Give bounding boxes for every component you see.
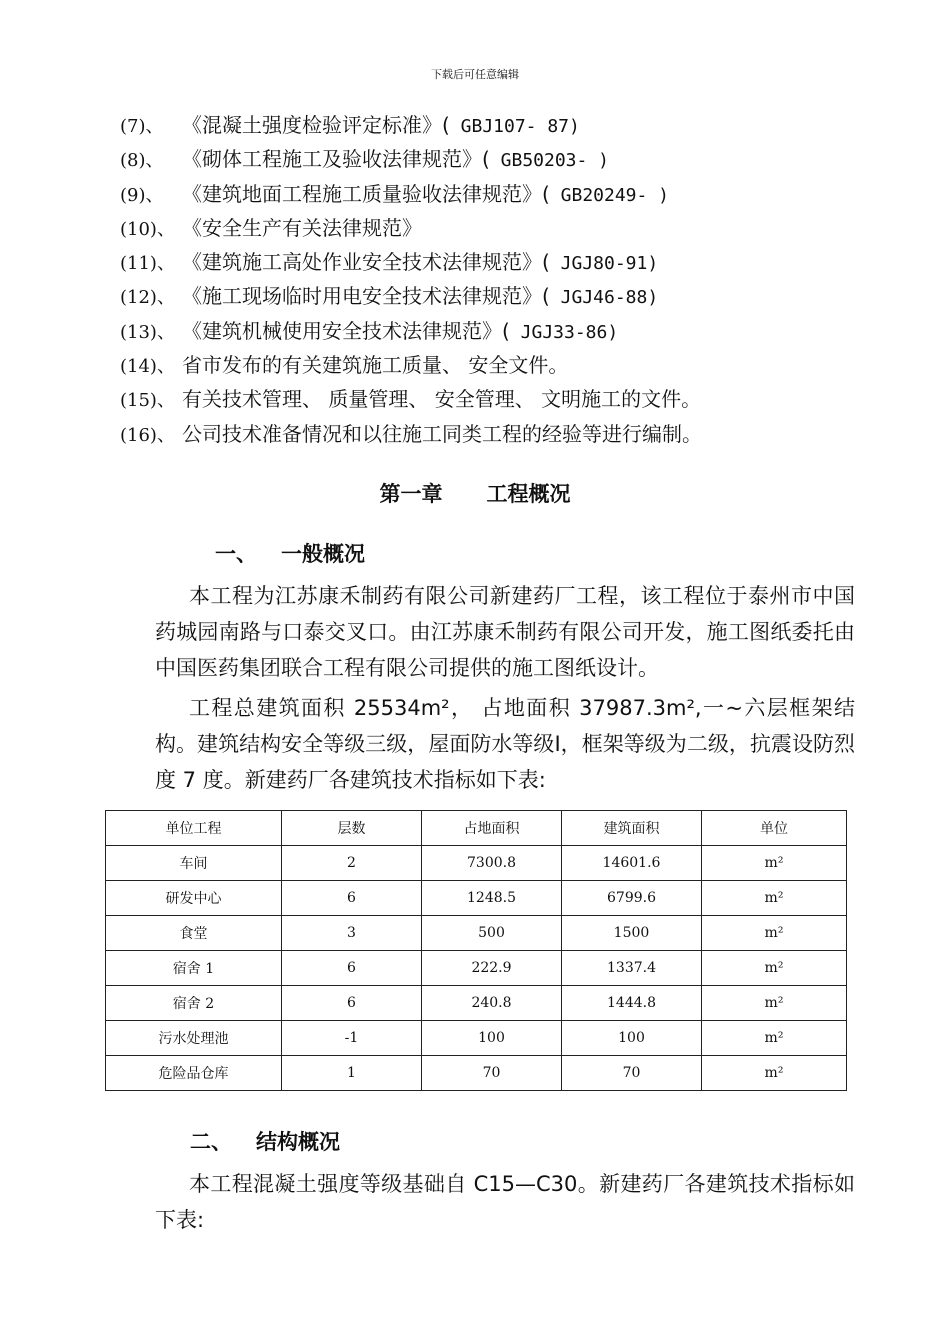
reference-title: 《混凝土强度检验评定标准》( <box>182 113 450 137</box>
table-cell: 3 <box>282 916 422 951</box>
table-cell: 7300.8 <box>422 846 562 881</box>
table-cell: 1248.5 <box>422 881 562 916</box>
reference-number: (7)、 <box>120 116 164 137</box>
reference-number: (8)、 <box>120 150 164 172</box>
table-header-cell: 建筑面积 <box>562 811 702 846</box>
reference-code: JGJ80-91) <box>549 253 659 275</box>
reference-item <box>120 279 880 313</box>
reference-item <box>120 245 880 279</box>
reference-item <box>120 417 880 451</box>
reference-item <box>120 314 880 348</box>
reference-number: (12)、 <box>120 287 175 309</box>
table-cell: 14601.6 <box>562 846 702 881</box>
section-heading <box>215 538 365 568</box>
table-cell: 1444.8 <box>562 986 702 1021</box>
table-cell: m² <box>702 951 847 986</box>
reference-title: 有关技术管理、 质量管理、 安全管理、 文明施工的文件。 <box>182 387 702 412</box>
table-cell: 500 <box>422 916 562 951</box>
table-cell: 100 <box>422 1021 562 1056</box>
reference-code: GBJ107- 87) <box>449 116 580 137</box>
table-cell: -1 <box>282 1021 422 1056</box>
table-cell: 6 <box>282 951 422 986</box>
table-row <box>106 881 847 916</box>
table-cell: 宿舍 1 <box>106 951 282 986</box>
table-cell: 6799.6 <box>562 881 702 916</box>
chapter-heading <box>0 478 950 508</box>
paragraph: 本工程混凝土强度等级基础自 C15—C30。新建药厂各建筑技术指标如下表: <box>155 1172 855 1232</box>
reference-code: GB20249- ) <box>549 184 670 206</box>
reference-number: (13)、 <box>120 321 175 343</box>
table-cell: 6 <box>282 881 422 916</box>
paragraph: 本工程为江苏康禾制药有限公司新建药厂工程，该工程位于泰州市中国药城园南路与口泰交叉口。由江苏康禾制药有限公司开发，施工图纸委托由中国医药集团联合工程有限公司提供的施工图纸设计。 <box>155 584 855 680</box>
reference-item <box>120 348 880 382</box>
table-header-cell: 单位 <box>702 811 847 846</box>
reference-title: 《安全生产有关法律规范》 <box>182 215 422 240</box>
table-cell: 2 <box>282 846 422 881</box>
reference-item <box>120 142 880 176</box>
table-cell: 1337.4 <box>562 951 702 986</box>
page-header: 下载后可任意编辑 <box>431 68 519 81</box>
chapter-title: 工程概况 <box>486 482 571 506</box>
reference-number: (16)、 <box>120 424 175 446</box>
reference-title: 《建筑机械使用安全技术法律规范》( <box>182 318 510 343</box>
table-header-cell: 占地面积 <box>422 811 562 846</box>
reference-number: (11)、 <box>120 253 175 275</box>
table-cell: m² <box>702 1021 847 1056</box>
reference-title: 《建筑地面工程施工质量验收法律规范》( <box>182 181 550 206</box>
table-header-row <box>106 811 847 846</box>
reference-item <box>120 211 880 245</box>
table-cell: 车间 <box>106 846 282 881</box>
reference-number: (10)、 <box>120 218 175 240</box>
reference-item <box>120 382 880 416</box>
table-row <box>106 1056 847 1091</box>
table-cell: 污水处理池 <box>106 1021 282 1056</box>
table-row <box>106 951 847 986</box>
table-row <box>106 846 847 881</box>
reference-number: (14)、 <box>120 356 175 378</box>
table-cell: 6 <box>282 986 422 1021</box>
table-cell: 70 <box>422 1056 562 1091</box>
building-index-table <box>105 810 847 1091</box>
table-cell: 240.8 <box>422 986 562 1021</box>
table-header-cell: 层数 <box>282 811 422 846</box>
section-number: 二、 <box>190 1130 232 1154</box>
table-header-cell: 单位工程 <box>106 811 282 846</box>
table-cell: m² <box>702 1056 847 1091</box>
reference-number: (15)、 <box>120 390 175 412</box>
table-cell: 研发中心 <box>106 881 282 916</box>
table-row <box>106 986 847 1021</box>
table-cell: m² <box>702 986 847 1021</box>
reference-code: GB50203- ) <box>489 150 610 172</box>
reference-code: JGJ33-86) <box>509 321 619 343</box>
reference-title: 《砌体工程施工及验收法律规范》( <box>182 147 490 172</box>
reference-list <box>120 108 880 451</box>
table-row <box>106 1021 847 1056</box>
table-cell: 食堂 <box>106 916 282 951</box>
table-cell: 1500 <box>562 916 702 951</box>
table-cell: 宿舍 2 <box>106 986 282 1021</box>
table-cell: 危险品仓库 <box>106 1056 282 1091</box>
reference-title: 公司技术准备情况和以往施工同类工程的经验等进行编制。 <box>182 421 702 446</box>
reference-item <box>120 108 880 142</box>
table-cell: 70 <box>562 1056 702 1091</box>
reference-title: 《施工现场临时用电安全技术法律规范》( <box>182 284 550 309</box>
table-cell: m² <box>702 846 847 881</box>
chapter-number: 第一章 <box>379 482 443 506</box>
table-cell: m² <box>702 916 847 951</box>
reference-code: JGJ46-88) <box>549 287 659 309</box>
table-row <box>106 916 847 951</box>
section-number: 一、 <box>215 542 257 566</box>
reference-number: (9)、 <box>120 184 164 206</box>
reference-title: 《建筑施工高处作业安全技术法律规范》( <box>182 250 550 275</box>
table-cell: 222.9 <box>422 951 562 986</box>
table-cell: m² <box>702 881 847 916</box>
section-title: 一般概况 <box>281 542 365 566</box>
section-title: 结构概况 <box>256 1130 340 1154</box>
table-cell: 1 <box>282 1056 422 1091</box>
reference-item <box>120 177 880 211</box>
section-heading <box>190 1126 340 1156</box>
paragraph: 工程总建筑面积 25534m²， 占地面积 37987.3m²,一~六层框架结构。建筑结构安全等级三级，屋面防水等级I，框架等级为二级，抗震设防烈度 7 度。新建药厂各建筑技术指标如下表: <box>155 696 855 792</box>
table-cell: 100 <box>562 1021 702 1056</box>
reference-title: 省市发布的有关建筑施工质量、 安全文件。 <box>182 353 569 378</box>
